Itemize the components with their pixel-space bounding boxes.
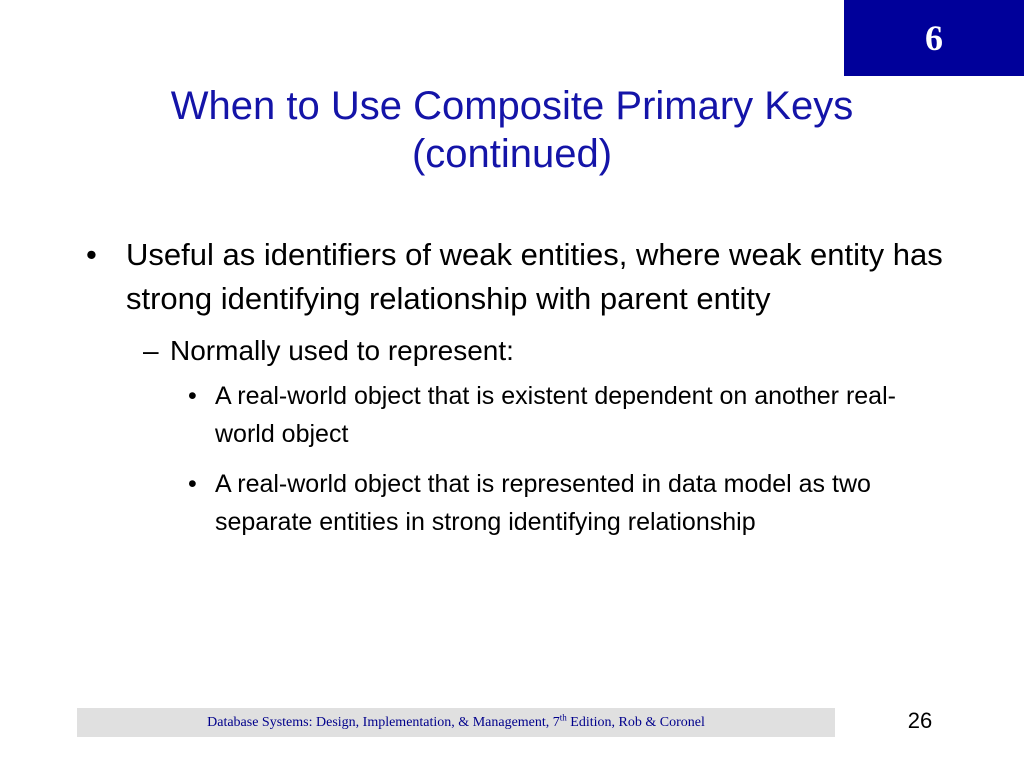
footer-text-part-2: Edition, Rob & Coronel — [566, 714, 705, 730]
bullet-marker: • — [86, 237, 97, 272]
chapter-number-box — [844, 0, 1024, 76]
bullet-level-1 — [86, 233, 946, 321]
footer-citation — [207, 711, 705, 731]
bullet-marker: • — [188, 382, 197, 410]
bullet-level-3 — [188, 465, 925, 541]
slide-title-line-2: (continued) — [411, 132, 613, 176]
bullet-level-2 — [143, 331, 930, 371]
bullet-text: Normally used to represent: — [170, 335, 514, 366]
bullet-text: A real-world object that is represented in data model as two separate entities in strong identifying relationship — [215, 470, 871, 536]
slide-title — [80, 82, 944, 178]
footer-superscript: th — [559, 711, 567, 722]
bullet-text: A real-world object that is existent dependent on another real-world object — [215, 382, 896, 448]
page-number: 26 — [907, 708, 933, 733]
bullet-text: Useful as identifiers of weak entities, where weak entity has strong identifying relationship with parent entity — [126, 237, 943, 316]
chapter-number: 6 — [925, 18, 943, 58]
slide-body — [0, 233, 1024, 541]
footer-bar — [77, 708, 835, 737]
footer-text-part-1: Database Systems: Design, Implementation, & Management, 7 — [207, 714, 560, 730]
bullet-marker: • — [188, 470, 197, 498]
slide-title-line-1: When to Use Composite Primary Keys — [170, 84, 854, 128]
dash-marker: – — [143, 335, 159, 366]
bullet-level-3 — [188, 377, 925, 453]
